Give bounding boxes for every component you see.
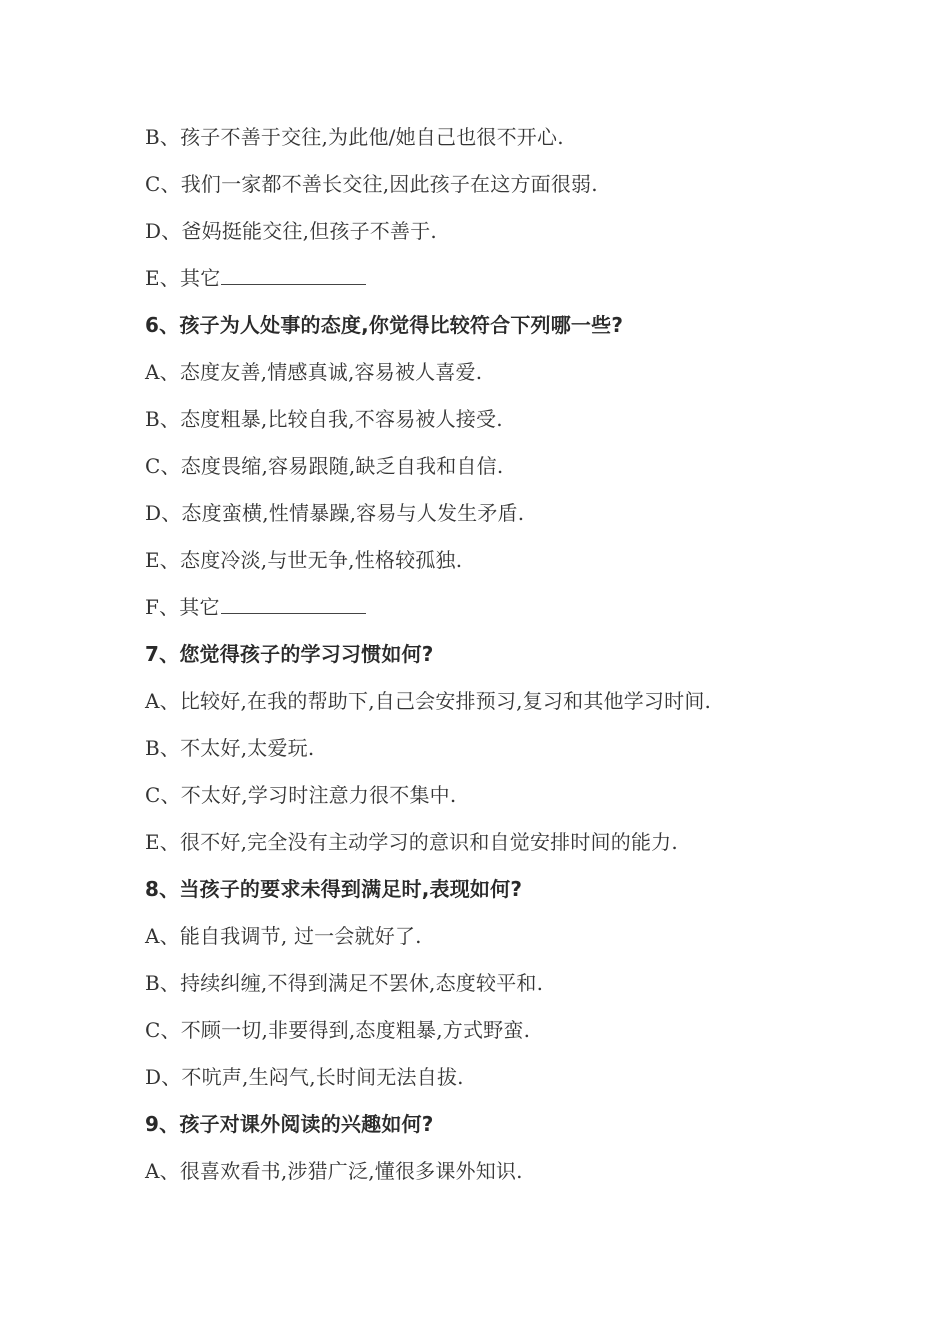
option-text: C、不顾一切,非要得到,态度粗暴,方式野蛮. (145, 1018, 531, 1042)
option-text: D、爸妈挺能交往,但孩子不善于. (145, 219, 437, 243)
question-heading (145, 874, 522, 904)
option-text: A、态度友善,情感真诚,容易被人喜爱. (145, 360, 483, 384)
option-line (145, 357, 482, 387)
option-text: C、我们一家都不善长交往,因此孩子在这方面很弱. (145, 172, 598, 196)
question-text: 7、您觉得孩子的学习习惯如何? (145, 642, 434, 666)
option-text: B、孩子不善于交往,为此他/她自己也很不开心. (145, 125, 564, 149)
option-text: F、其它 (145, 595, 220, 619)
option-line (145, 216, 437, 246)
option-line (145, 921, 422, 951)
option-text: B、不太好,太爱玩. (145, 736, 315, 760)
option-text: E、态度冷淡,与世无争,性格较孤独. (145, 548, 463, 572)
fill-in-blank (221, 266, 366, 285)
option-text: B、态度粗暴,比较自我,不容易被人接受. (145, 407, 503, 431)
option-line (145, 545, 462, 575)
question-text: 9、孩子对课外阅读的兴趣如何? (145, 1112, 434, 1136)
option-text: D、不吭声,生闷气,长时间无法自拔. (145, 1065, 464, 1089)
option-line (145, 1062, 464, 1092)
option-text: E、其它 (145, 266, 221, 290)
option-line (145, 404, 503, 434)
option-line (145, 780, 456, 810)
option-text: A、很喜欢看书,涉猎广泛,懂很多课外知识. (145, 1159, 523, 1183)
question-heading (145, 310, 623, 340)
option-line (145, 498, 524, 528)
option-text: E、很不好,完全没有主动学习的意识和自觉安排时间的能力. (145, 830, 678, 854)
question-text: 6、孩子为人处事的态度,你觉得比较符合下列哪一些? (145, 313, 624, 337)
option-line (145, 733, 314, 763)
fill-in-blank (221, 595, 366, 614)
question-text: 8、当孩子的要求未得到满足时,表现如何? (145, 877, 523, 901)
question-heading (145, 639, 434, 669)
option-line (145, 592, 366, 622)
question-heading (145, 1109, 434, 1139)
option-line (145, 827, 678, 857)
option-line (145, 451, 503, 481)
option-line (145, 263, 366, 293)
option-text: A、比较好,在我的帮助下,自己会安排预习,复习和其他学习时间. (145, 689, 712, 713)
option-line (145, 169, 598, 199)
option-text: C、不太好,学习时注意力很不集中. (145, 783, 457, 807)
option-text: D、态度蛮横,性情暴躁,容易与人发生矛盾. (145, 501, 525, 525)
option-line (145, 1156, 523, 1186)
option-text: B、持续纠缠,不得到满足不罢休,态度较平和. (145, 971, 544, 995)
option-line (145, 686, 711, 716)
option-line (145, 968, 543, 998)
option-text: A、能自我调节, 过一会就好了. (145, 924, 422, 948)
option-line (145, 122, 564, 152)
option-line (145, 1015, 530, 1045)
option-text: C、态度畏缩,容易跟随,缺乏自我和自信. (145, 454, 504, 478)
